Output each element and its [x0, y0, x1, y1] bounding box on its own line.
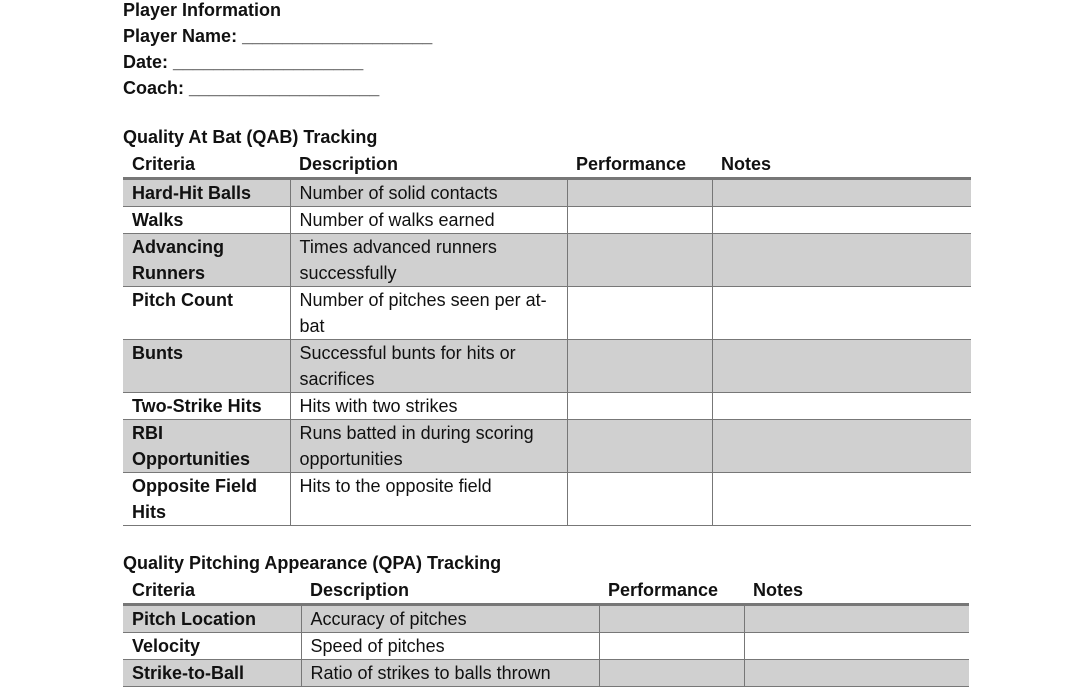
notes-cell[interactable]: [712, 473, 971, 526]
performance-cell[interactable]: [567, 420, 712, 473]
description-cell: Successful bunts for hits or sacrifices: [290, 340, 567, 393]
performance-cell[interactable]: [599, 660, 744, 687]
performance-cell[interactable]: [567, 393, 712, 420]
description-cell: Runs batted in during scoring opportunities: [290, 420, 567, 473]
criteria-cell: Advancing Runners: [123, 234, 290, 287]
notes-cell[interactable]: [712, 207, 971, 234]
notes-cell[interactable]: [712, 287, 971, 340]
criteria-cell: Walks: [123, 207, 290, 234]
criteria-cell: Strike-to-Ball: [123, 660, 301, 687]
criteria-cell: Two-Strike Hits: [123, 393, 290, 420]
criteria-cell: Pitch Location: [123, 605, 301, 633]
description-cell: Hits with two strikes: [290, 393, 567, 420]
table-row: [123, 234, 971, 287]
description-cell: Accuracy of pitches: [301, 605, 599, 633]
header-criteria: Criteria: [123, 577, 301, 605]
performance-cell[interactable]: [567, 340, 712, 393]
table-row: [123, 633, 969, 660]
header-notes: Notes: [712, 151, 971, 179]
qpa-table: [123, 577, 969, 687]
qpa-section-title: Quality Pitching Appearance (QPA) Tracking: [123, 553, 502, 573]
table-row: [123, 473, 971, 526]
table-row: [123, 287, 971, 340]
criteria-cell: Bunts: [123, 340, 290, 393]
description-cell: Ratio of strikes to balls thrown: [301, 660, 599, 687]
performance-cell[interactable]: [567, 179, 712, 207]
table-header-row: [123, 151, 971, 179]
header-performance: Performance: [567, 151, 712, 179]
header-performance: Performance: [599, 577, 744, 605]
description-cell: Number of solid contacts: [290, 179, 567, 207]
table-row: [123, 340, 971, 393]
table-header-row: [123, 577, 969, 605]
notes-cell[interactable]: [712, 234, 971, 287]
notes-cell[interactable]: [712, 179, 971, 207]
criteria-cell: Pitch Count: [123, 287, 290, 340]
description-cell: Number of pitches seen per at-bat: [290, 287, 567, 340]
header-criteria: Criteria: [123, 151, 290, 179]
performance-cell[interactable]: [599, 633, 744, 660]
coach-field[interactable]: Coach: ___________________: [123, 78, 380, 98]
notes-cell[interactable]: [744, 660, 969, 687]
criteria-cell: RBI Opportunities: [123, 420, 290, 473]
table-row: [123, 605, 969, 633]
criteria-cell: Opposite Field Hits: [123, 473, 290, 526]
player-name-field[interactable]: Player Name: ___________________: [123, 26, 433, 46]
performance-cell[interactable]: [567, 473, 712, 526]
player-info-heading: Player Information: [123, 0, 282, 20]
notes-cell[interactable]: [744, 605, 969, 633]
notes-cell[interactable]: [712, 340, 971, 393]
notes-cell[interactable]: [712, 393, 971, 420]
table-row: [123, 660, 969, 687]
table-row: [123, 420, 971, 473]
description-cell: Hits to the opposite field: [290, 473, 567, 526]
performance-cell[interactable]: [567, 207, 712, 234]
date-field[interactable]: Date: ___________________: [123, 52, 364, 72]
notes-cell[interactable]: [744, 633, 969, 660]
performance-cell[interactable]: [599, 605, 744, 633]
header-description: Description: [301, 577, 599, 605]
notes-cell[interactable]: [712, 420, 971, 473]
header-notes: Notes: [744, 577, 969, 605]
description-cell: Speed of pitches: [301, 633, 599, 660]
performance-cell[interactable]: [567, 287, 712, 340]
performance-cell[interactable]: [567, 234, 712, 287]
criteria-cell: Hard-Hit Balls: [123, 179, 290, 207]
criteria-cell: Velocity: [123, 633, 301, 660]
player-information: [123, 0, 432, 101]
table-row: [123, 179, 971, 207]
table-row: [123, 207, 971, 234]
qab-table: [123, 151, 971, 526]
description-cell: Times advanced runners successfully: [290, 234, 567, 287]
qab-section-title: Quality At Bat (QAB) Tracking: [123, 127, 378, 147]
description-cell: Number of walks earned: [290, 207, 567, 234]
table-row: [123, 393, 971, 420]
header-description: Description: [290, 151, 567, 179]
